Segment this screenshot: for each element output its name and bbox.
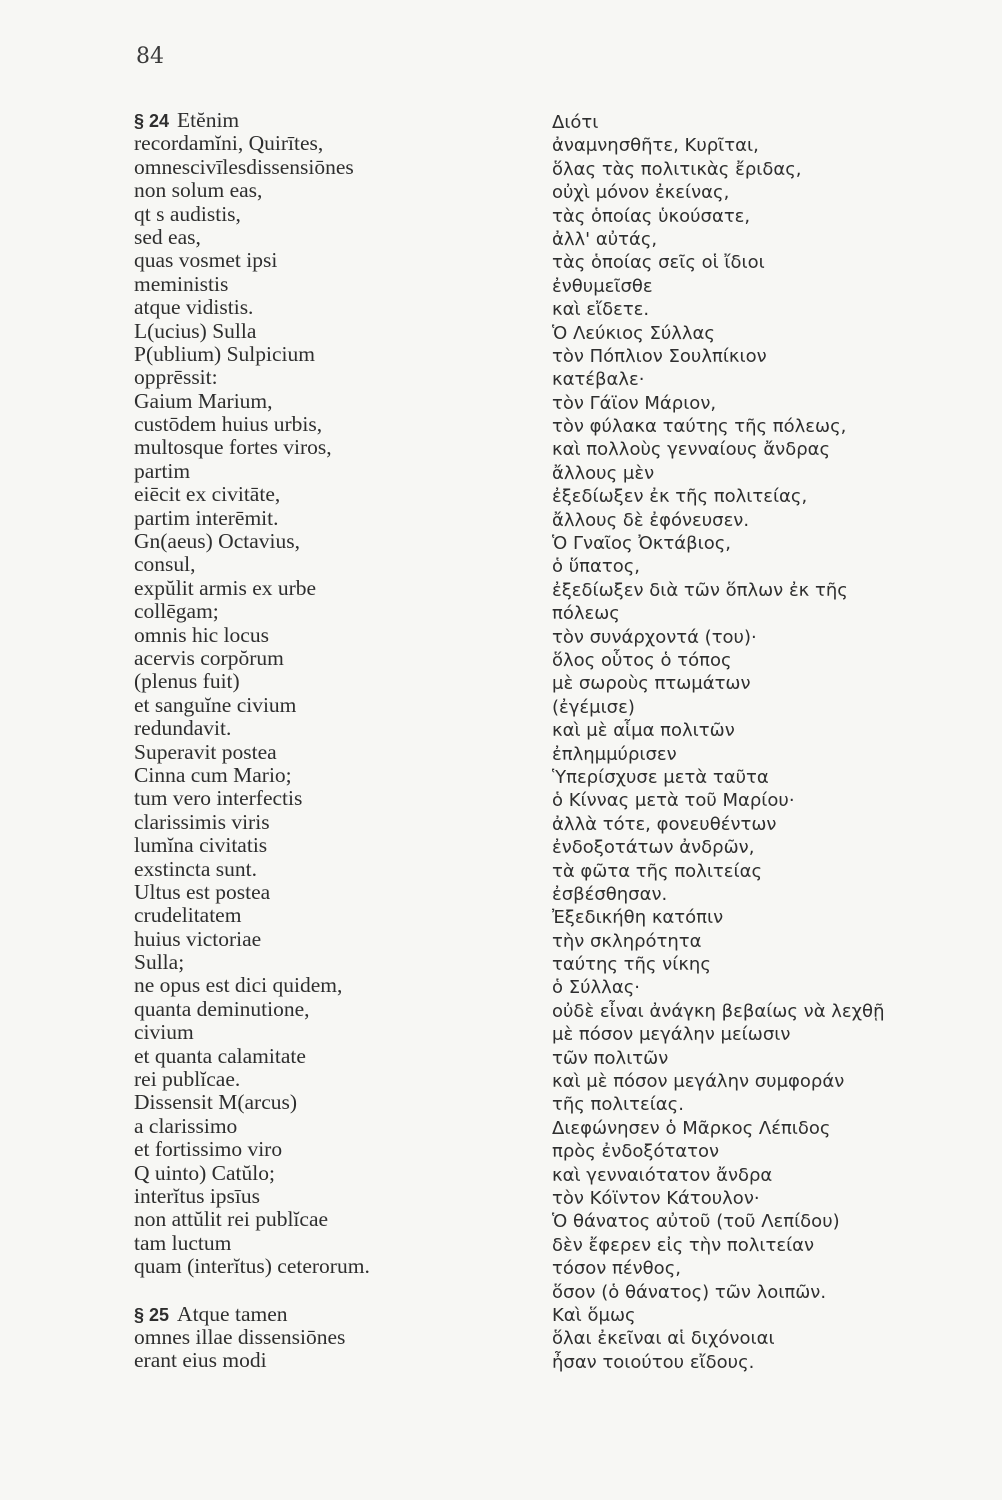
text-line: ἀλλ' αὐτάς, bbox=[552, 228, 658, 250]
text-line: tam luctum bbox=[134, 1230, 232, 1255]
text-line: Ὑπερίσχυσε μετὰ ταῦτα bbox=[552, 766, 769, 788]
text-line: Ultus est postea bbox=[134, 879, 271, 904]
text-line: τῆς πολιτείας. bbox=[552, 1094, 684, 1116]
text-line: Cinna cum Mario; bbox=[134, 762, 292, 787]
text-line: civium bbox=[134, 1020, 194, 1045]
text-line: tum vero interfectis bbox=[134, 786, 303, 811]
text-line: partim interēmit. bbox=[134, 505, 279, 530]
text-line: καὶ μὲ αἷμα πολιτῶν bbox=[552, 720, 735, 742]
text-line: non attŭlit rei publĭcae bbox=[134, 1207, 329, 1232]
text-line: πόλεως bbox=[552, 603, 620, 625]
text-line: τὸν Γάϊον Μάριον, bbox=[552, 392, 717, 414]
text-line: consul, bbox=[134, 552, 196, 577]
text-line: omnis hic locus bbox=[134, 622, 269, 647]
text-line: οὐχὶ μόνον ἐκείνας, bbox=[552, 182, 730, 204]
text-line: ὁ Σύλλας· bbox=[552, 977, 640, 999]
text-line: omnescivīlesdissensiōnes bbox=[134, 154, 354, 179]
text-line: ὁ ὕπατος, bbox=[552, 556, 640, 578]
text-line: atque vidistis. bbox=[134, 295, 254, 320]
text-line: Sulla; bbox=[134, 950, 185, 975]
text-line: ὅλος οὗτος ὁ τόπος bbox=[552, 649, 732, 671]
text-line: ἐπλημμύρισεν bbox=[552, 743, 677, 765]
text-line: καὶ πολλοὺς γενναίους ἄνδρας bbox=[552, 439, 831, 461]
text-line: τῶν πολιτῶν bbox=[552, 1047, 669, 1069]
text-line: ἀναμνησθῆτε, Κυρῖται, bbox=[552, 135, 759, 157]
text-line: κατέβαλε· bbox=[552, 369, 645, 391]
text-line: τὴν σκληρότητα bbox=[552, 930, 702, 952]
text-line: omnes illae dissensiōnes bbox=[134, 1324, 346, 1349]
text-line: a clarissimo bbox=[134, 1113, 238, 1138]
text-line: sed eas, bbox=[134, 224, 201, 249]
text-line: Ὁ Γναῖος Ὀκτάβιος, bbox=[552, 533, 731, 555]
greek-column bbox=[552, 111, 972, 1374]
text-line: redundavit. bbox=[134, 716, 232, 741]
text-line: meministis bbox=[134, 271, 229, 296]
text-line: quanta deminutione, bbox=[134, 996, 310, 1021]
text-line: P(ublium) Sulpicium bbox=[134, 341, 315, 366]
text-line: rei publĭcae. bbox=[134, 1067, 241, 1092]
text-line: huius victoriae bbox=[134, 926, 262, 951]
text-line: Dissensit M(arcus) bbox=[134, 1090, 298, 1115]
text-line: opprēssit: bbox=[134, 365, 218, 390]
text-line: ἄλλους δὲ ἐφόνευσεν. bbox=[552, 509, 750, 531]
latin-section-25-lines bbox=[134, 1326, 494, 1373]
text-line: qt s audistis, bbox=[134, 201, 241, 226]
text-line: οὐδὲ εἶναι ἀνάγκη βεβαίως νὰ λεχθῇ bbox=[552, 1000, 885, 1022]
text-line: et sanguĭne civium bbox=[134, 692, 297, 717]
text-line: Q uinto) Catŭlo; bbox=[134, 1160, 275, 1185]
text-line: expŭlit armis ex urbe bbox=[134, 575, 317, 600]
text-line: Διότι bbox=[552, 112, 599, 133]
text-line: collēgam; bbox=[134, 599, 219, 624]
text-line: acervis corpŏrum bbox=[134, 645, 284, 670]
text-line: ἐξεδίωξεν ἐκ τῆς πολιτείας, bbox=[552, 486, 808, 508]
latin-section-24-lines bbox=[134, 132, 494, 1278]
text-line: ἐσβέσθησαν. bbox=[552, 883, 668, 905]
text-line: ne opus est dici quidem, bbox=[134, 973, 343, 998]
text-line: eiēcit ex civitāte, bbox=[134, 482, 281, 507]
section-first-word: Etĕnim bbox=[177, 108, 240, 132]
section-marker: § 24 bbox=[134, 111, 170, 131]
text-line: et fortissimo viro bbox=[134, 1137, 283, 1162]
text-line: ἄλλους μὲν bbox=[552, 462, 655, 484]
section-heading-25 bbox=[134, 1303, 494, 1326]
text-line: Ὁ θάνατος αὐτοῦ (τοῦ Λεπίδου) bbox=[552, 1211, 840, 1233]
text-line: quam (interĭtus) ceterorum. bbox=[134, 1254, 370, 1279]
text-line: ὅλαι ἐκεῖναι αἱ διχόνοιαι bbox=[552, 1328, 775, 1350]
text-line: ὅσον (ὁ θάνατος) τῶν λοιπῶν. bbox=[552, 1281, 827, 1303]
text-line: Gn(aeus) Octavius, bbox=[134, 529, 300, 554]
text-line: τὰς ὁποίας σεῖς οἱ ἴδιοι bbox=[552, 252, 765, 274]
text-line: partim bbox=[134, 458, 191, 483]
text-line: τόσον πένθος, bbox=[552, 1258, 681, 1280]
text-line: τὰς ὁποίας ὑκούσατε, bbox=[552, 205, 751, 227]
text-line: ἐνθυμεῖσθε bbox=[552, 275, 653, 297]
text-line: δὲν ἔφερεν εἰς τὴν πολιτείαν bbox=[552, 1234, 815, 1256]
text-line: et quanta calamitate bbox=[134, 1043, 306, 1068]
text-line: ἀλλὰ τότε, φονευθέντων bbox=[552, 813, 777, 835]
text-line: exstincta sunt. bbox=[134, 856, 258, 881]
text-line: Ὁ Λεύκιος Σύλλας bbox=[552, 322, 715, 344]
text-line: clarissimis viris bbox=[134, 809, 270, 834]
section-gap bbox=[134, 1279, 494, 1303]
text-line: τὸν φύλακα ταύτης τῆς πόλεως, bbox=[552, 416, 847, 438]
text-line: Ἐξεδικήθη κατόπιν bbox=[552, 907, 724, 929]
text-line: τὸν Κόϊντον Κάτουλον· bbox=[552, 1187, 760, 1209]
text-line: Διεφώνησεν ὁ Μᾶρκος Λέπιδος bbox=[552, 1117, 831, 1139]
text-line: ὁ Κίννας μετὰ τοῦ Μαρίου· bbox=[552, 790, 795, 812]
text-line: μὲ πόσον μεγάλην μείωσιν bbox=[552, 1024, 791, 1046]
text-line: τὰ φῶτα τῆς πολιτείας bbox=[552, 860, 763, 882]
text-line: Superavit postea bbox=[134, 739, 277, 764]
text-line: L(ucius) Sulla bbox=[134, 318, 257, 343]
text-line: ἐνδοξοτάτων ἀνδρῶν, bbox=[552, 837, 755, 859]
section-marker: § 25 bbox=[134, 1304, 170, 1325]
text-line: τὸν συνάρχοντά (του)· bbox=[552, 626, 757, 648]
text-line: καὶ εἴδετε. bbox=[552, 299, 650, 321]
text-line: μὲ σωροὺς πτωμάτων bbox=[552, 673, 751, 695]
text-line: πρὸς ἐνδοξότατον bbox=[552, 1141, 720, 1163]
text-line: καὶ γενναιότατον ἄνδρα bbox=[552, 1164, 773, 1186]
text-line: ἐξεδίωξεν διὰ τῶν ὅπλων ἐκ τῆς bbox=[552, 579, 848, 601]
text-line: custōdem huius urbis, bbox=[134, 412, 323, 437]
page-number: 84 bbox=[136, 44, 164, 69]
text-line: ὅλας τὰς πολιτικὰς ἔριδας, bbox=[552, 158, 802, 180]
text-line: recordamĭni, Quirītes, bbox=[134, 131, 324, 156]
text-line: Καὶ ὅμως bbox=[552, 1304, 636, 1326]
text-line: (plenus fuit) bbox=[134, 669, 240, 694]
latin-column bbox=[134, 109, 494, 1373]
greek-lines bbox=[552, 111, 972, 1374]
section-heading-24 bbox=[134, 109, 494, 132]
text-line: erant eius modi bbox=[134, 1348, 267, 1373]
text-line: non solum eas, bbox=[134, 178, 263, 203]
text-line: interĭtus ipsīus bbox=[134, 1183, 261, 1208]
text-line: lumĭna civitatis bbox=[134, 833, 268, 858]
text-line: quas vosmet ipsi bbox=[134, 248, 278, 273]
text-line: ἦσαν τοιούτου εἴδους. bbox=[552, 1351, 755, 1373]
section-first-word: Atque tamen bbox=[177, 1301, 288, 1326]
text-line: (ἐγέμισε) bbox=[552, 696, 635, 718]
text-line: crudelitatem bbox=[134, 903, 242, 928]
text-line: τὸν Πόπλιον Σουλπίκιον bbox=[552, 345, 767, 367]
text-line: multosque fortes viros, bbox=[134, 435, 332, 460]
text-line: καὶ μὲ πόσον μεγάλην συμφοράν bbox=[552, 1071, 845, 1093]
text-line: Gaium Marium, bbox=[134, 388, 273, 413]
text-line: ταύτης τῆς νίκης bbox=[552, 954, 711, 976]
